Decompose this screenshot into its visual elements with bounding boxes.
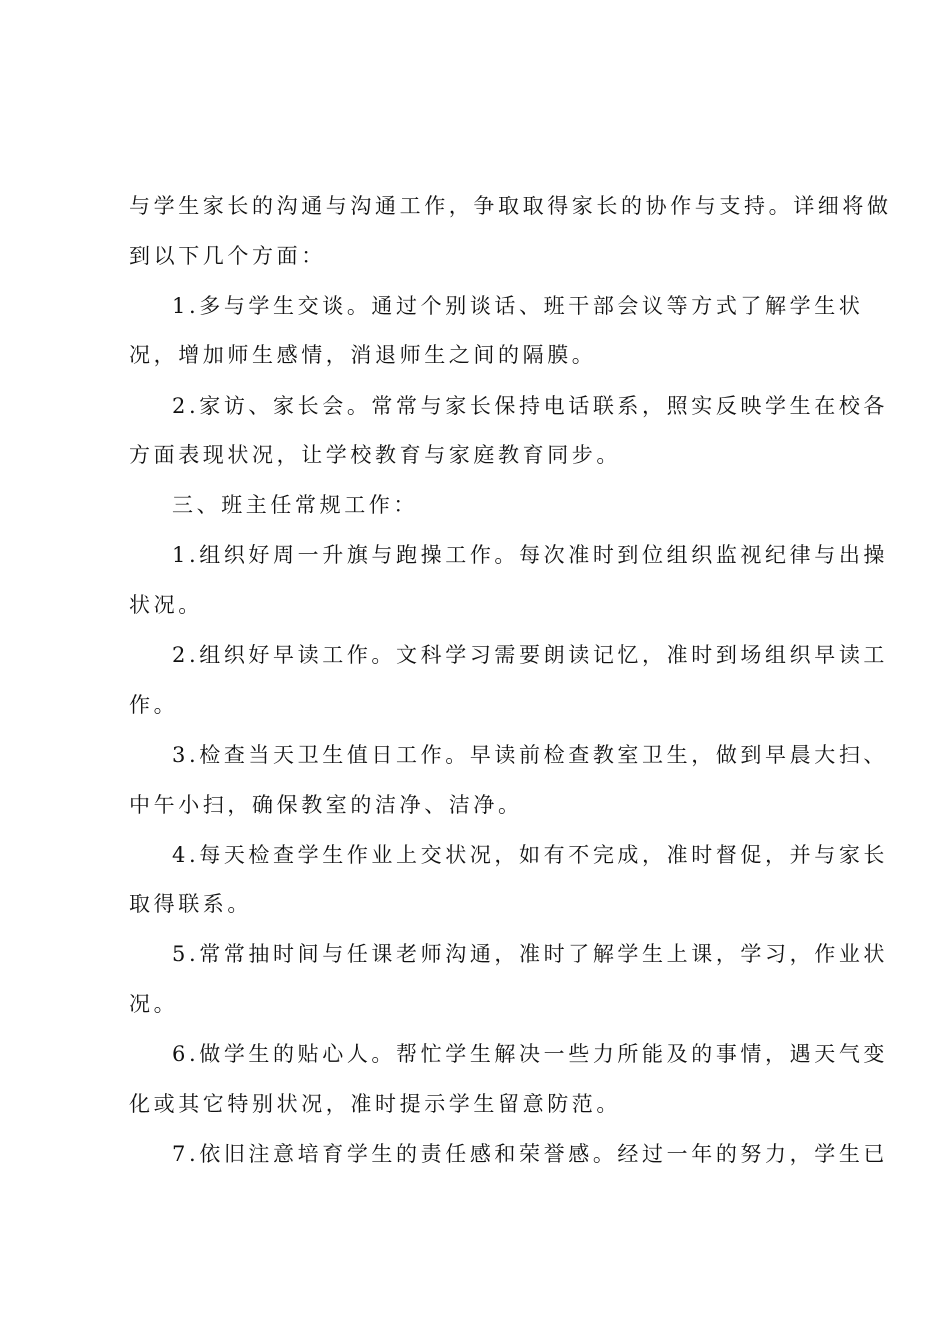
text-line: 6.做学生的贴心人。帮忙学生解决一些力所能及的事情，遇天气变 <box>172 1042 889 1066</box>
text-line: 3.检查当天卫生值日工作。早读前检查教室卫生，做到早晨大扫、 <box>172 743 889 767</box>
text-line: 化或其它特别状况，准时提示学生留意防范。 <box>129 1092 621 1116</box>
text-line: 4.每天检查学生作业上交状况，如有不完成，准时督促，并与家长 <box>172 843 889 867</box>
text-line: 中午小扫，确保教室的洁净、洁净。 <box>129 793 523 817</box>
text-line: 作。 <box>129 693 179 717</box>
text-line: 取得联系。 <box>129 892 252 916</box>
text-line: 况。 <box>129 992 179 1016</box>
text-line: 状况。 <box>129 593 203 617</box>
text-line: 2.组织好早读工作。文科学习需要朗读记忆，准时到场组织早读工 <box>172 643 889 667</box>
text-line: 方面表现状况，让学校教育与家庭教育同步。 <box>129 443 621 467</box>
text-line: 2.家访、家长会。常常与家长保持电话联系，照实反映学生在校各 <box>172 394 889 418</box>
text-line: 与学生家长的沟通与沟通工作，争取取得家长的协作与支持。详细将做 <box>129 194 892 218</box>
text-line: 7.依旧注意培育学生的责任感和荣誉感。经过一年的努力，学生已 <box>172 1142 889 1166</box>
text-line: 1.多与学生交谈。通过个别谈话、班干部会议等方式了解学生状 <box>172 294 864 318</box>
text-line: 到以下几个方面： <box>129 244 326 268</box>
section-heading: 三、班主任常规工作： <box>172 493 418 517</box>
text-line: 1.组织好周一升旗与跑操工作。每次准时到位组织监视纪律与出操 <box>172 543 889 567</box>
text-line: 5.常常抽时间与任课老师沟通，准时了解学生上课，学习，作业状 <box>172 942 889 966</box>
text-line: 况，增加师生感情，消退师生之间的隔膜。 <box>129 343 597 367</box>
